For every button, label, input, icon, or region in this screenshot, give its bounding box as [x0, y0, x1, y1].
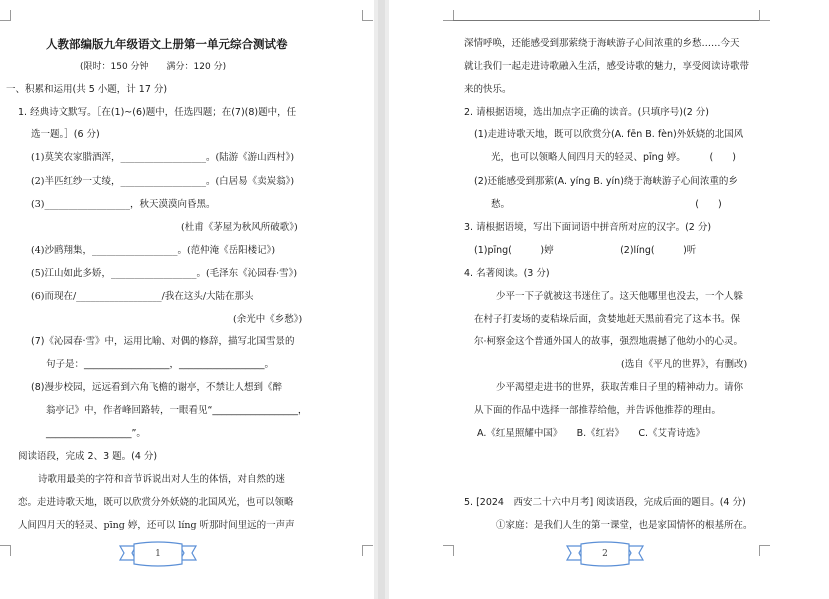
question-text: (8)漫步校园，远远看到六角飞檐的谢亭，不禁让人想到《醉 [31, 382, 282, 393]
reading-passage: 恋。走进诗歌天地，既可以欣赏分外妖娆的北国风光，也可以领略 [18, 497, 294, 508]
question-text: 4. 名著阅读。(3 分) [464, 268, 550, 279]
passage-source: (选自《平凡的世界》，有删改) [621, 359, 748, 370]
reading-passage: 人间四月天的轻灵、pīng 婷，还可以 líng 听那时间里远的一声声 [18, 520, 295, 531]
question-text: 5. [2024 西安二十六中月考] 阅读语段，完成后面的题目。(4 分) [464, 497, 746, 508]
crop-mark [0, 10, 11, 21]
question-text: 1. 经典诗文默写。［在(1)~(6)题中，任选四题；在(7)(8)题中，任 [18, 107, 297, 118]
question-text: (4)沙鸥翔集，__________________。(范仲淹《岳阳楼记》) [31, 245, 276, 256]
question-text: (2)还能感受到那萦(A. yíng B. yín)绕于海峡游子心间浓重的乡 [474, 176, 738, 187]
question-text: (7)《沁园春·雪》中，运用比喻、对偶的修辞，描写北国雪景的 [31, 336, 295, 347]
reading-prompt: 阅读语段，完成 2、3 题。(4 分) [18, 451, 158, 462]
reading-passage: 就让我们一起走进诗歌融入生活，感受诗歌的魅力，享受阅读诗歌带 [464, 61, 750, 72]
page-title: 人教部编版九年级语文上册第一单元综合测试卷 [46, 37, 288, 51]
crop-mark [0, 545, 11, 556]
question-text: (3)__________________，秋天漠漠向昏黑。 [31, 199, 216, 210]
crop-mark [362, 545, 373, 556]
crop-mark [362, 10, 373, 21]
page-number-ribbon [118, 540, 198, 568]
question-text: (杜甫《茅屋为秋风所破歌》) [181, 222, 298, 233]
question-text: (余光中《乡愁》) [233, 314, 303, 325]
crop-mark [759, 545, 770, 556]
question-text: 愁。 ( ) [491, 199, 722, 210]
question-text: 2. 请根据语境，选出加点字正确的读音。(只填序号)(2 分) [464, 107, 709, 118]
reading-passage: 少平一下子就被这书迷住了。这天他哪里也没去，一个人躲 [496, 291, 744, 302]
question-text: (1)莫笑农家腊酒浑，__________________。(陆游《游山西村》) [31, 152, 295, 163]
question-text: (5)江山如此多娇，__________________。(毛泽东《沁园春·雪》) [31, 268, 298, 279]
question-text: 光，也可以领略人间四月天的轻灵、pīng 婷。 ( ) [491, 152, 736, 163]
page-number: 2 [602, 549, 608, 559]
reading-passage: 深情呼唤，还能感受到那萦绕于海峡游子心间浓重的乡愁……今天 [464, 38, 740, 49]
question-text: 3. 请根据语境，写出下面词语中拼音所对应的汉字。(2 分) [464, 222, 712, 233]
question-text: 选一题。］(6 分) [31, 129, 100, 140]
document-page-2 [389, 0, 829, 599]
question-text: (1)走进诗歌天地，既可以欣赏分(A. fēn B. fèn)外妖娆的北国风 [474, 129, 744, 140]
question-text: 少平渴望走进书的世界，获取苦难日子里的精神动力。请你 [496, 382, 744, 393]
question-text: 句子是：__________________，__________________。 [46, 359, 275, 370]
header-rule [453, 20, 759, 21]
question-text: __________________”。 [46, 428, 146, 439]
page-number: 1 [155, 549, 161, 559]
question-text: 从下面的作品中选择一部推荐给他，并告诉他推荐的理由。 [474, 405, 722, 416]
exam-meta: (限时：150 分钟 满分：120 分) [80, 62, 227, 72]
section-heading: 一、积累和运用(共 5 小题，计 17 分) [6, 84, 168, 95]
question-text: (2)半匹红纱一丈绫，__________________。(白居易《卖炭翁》) [31, 176, 295, 187]
reading-passage: 诗歌用最美的字符和音节诉说出对人生的体悟，对自然的迷 [38, 474, 286, 485]
page-gap [378, 0, 385, 599]
question-text: 翁亭记》中，作者峰回路转，一眼看见“__________________， [46, 405, 308, 416]
document-page-1 [0, 0, 374, 599]
crop-mark [759, 10, 770, 21]
answer-options: A.《红星照耀中国》 B.《红岩》 C.《艾青诗选》 [477, 428, 706, 439]
reading-passage: 在村子打麦场的麦秸垛后面，贪婪地赶天黑前看完了这本书。保 [474, 314, 741, 325]
reading-passage: 尔·柯察金这个普通外国人的故事，强烈地震撼了他幼小的心灵。 [474, 336, 744, 347]
reading-passage: ①家庭：是我们人生的第一课堂，也是家国情怀的根基所在。 [496, 520, 753, 531]
question-text: (6)而现在/__________________/我在这头/大陆在那头 [31, 291, 254, 302]
page-number-ribbon [565, 540, 645, 568]
crop-mark [443, 545, 454, 556]
question-text: (1)pīng( )婷 (2)líng( )听 [474, 245, 697, 256]
reading-passage: 来的快乐。 [464, 84, 512, 95]
